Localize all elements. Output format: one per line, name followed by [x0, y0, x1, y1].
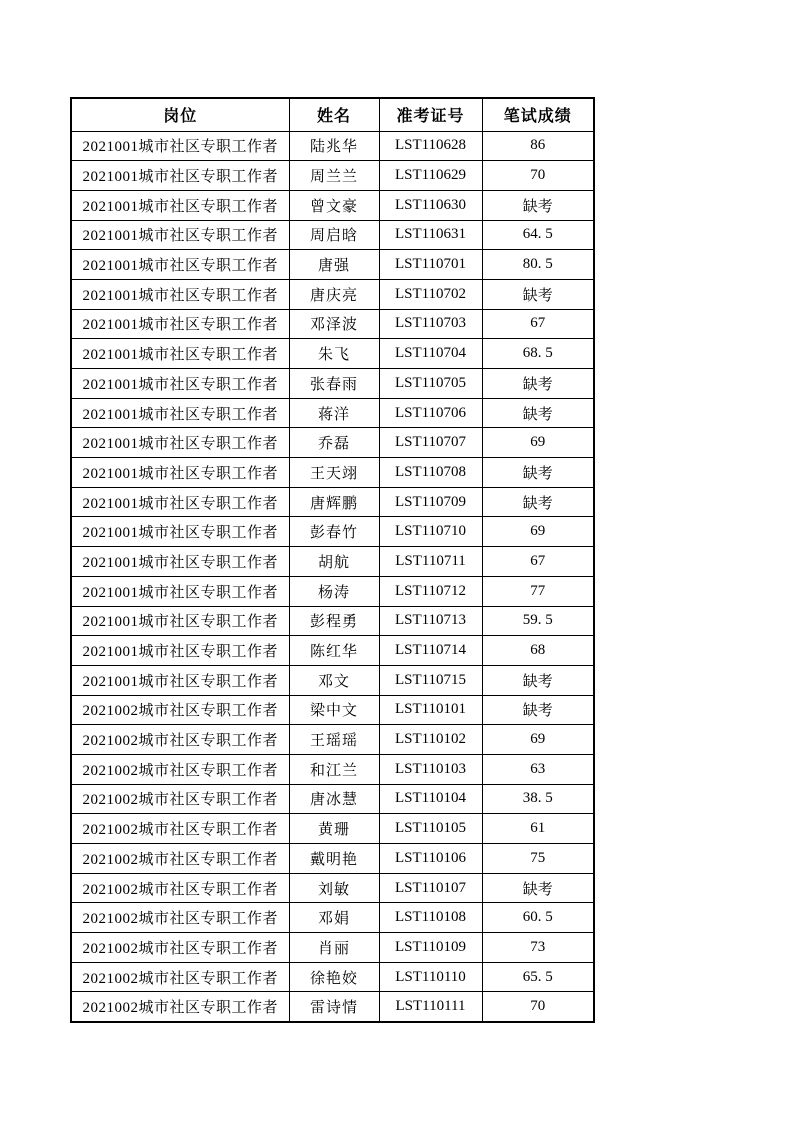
cell-score: 缺考	[482, 665, 594, 695]
cell-score: 38. 5	[482, 784, 594, 814]
table-row	[71, 665, 594, 695]
cell-name: 陈红华	[289, 636, 379, 666]
table-row	[71, 962, 594, 992]
cell-name: 雷诗情	[289, 992, 379, 1022]
cell-name: 张春雨	[289, 369, 379, 399]
cell-name: 乔磊	[289, 428, 379, 458]
cell-name: 和江兰	[289, 754, 379, 784]
cell-score: 缺考	[482, 695, 594, 725]
cell-name: 唐庆亮	[289, 279, 379, 309]
document-sheet	[70, 97, 595, 1023]
cell-exam-id: LST110103	[379, 754, 482, 784]
cell-score: 80. 5	[482, 250, 594, 280]
cell-exam-id: LST110708	[379, 458, 482, 488]
cell-position: 2021001城市社区专职工作者	[71, 398, 289, 428]
cell-score: 67	[482, 309, 594, 339]
cell-name: 陆兆华	[289, 131, 379, 161]
cell-score: 69	[482, 428, 594, 458]
table-row	[71, 369, 594, 399]
table-row	[71, 458, 594, 488]
cell-score: 63	[482, 754, 594, 784]
cell-position: 2021002城市社区专职工作者	[71, 844, 289, 874]
table-row	[71, 606, 594, 636]
cell-position: 2021001城市社区专职工作者	[71, 547, 289, 577]
cell-exam-id: LST110713	[379, 606, 482, 636]
cell-name: 邓文	[289, 665, 379, 695]
cell-exam-id: LST110702	[379, 279, 482, 309]
cell-position: 2021001城市社区专职工作者	[71, 487, 289, 517]
cell-exam-id: LST110107	[379, 873, 482, 903]
cell-exam-id: LST110703	[379, 309, 482, 339]
cell-position: 2021001城市社区专职工作者	[71, 161, 289, 191]
cell-name: 胡航	[289, 547, 379, 577]
cell-exam-id: LST110711	[379, 547, 482, 577]
table-row	[71, 814, 594, 844]
cell-name: 朱飞	[289, 339, 379, 369]
cell-score: 60. 5	[482, 903, 594, 933]
cell-name: 肖丽	[289, 933, 379, 963]
table-row	[71, 992, 594, 1022]
cell-position: 2021001城市社区专职工作者	[71, 665, 289, 695]
cell-score: 缺考	[482, 369, 594, 399]
cell-position: 2021002城市社区专职工作者	[71, 873, 289, 903]
results-table-head	[71, 98, 594, 131]
cell-position: 2021001城市社区专职工作者	[71, 369, 289, 399]
cell-exam-id: LST110709	[379, 487, 482, 517]
cell-score: 70	[482, 161, 594, 191]
table-row	[71, 250, 594, 280]
cell-exam-id: LST110629	[379, 161, 482, 191]
table-row	[71, 873, 594, 903]
cell-position: 2021001城市社区专职工作者	[71, 339, 289, 369]
cell-score: 75	[482, 844, 594, 874]
cell-exam-id: LST110714	[379, 636, 482, 666]
cell-score: 68	[482, 636, 594, 666]
cell-position: 2021001城市社区专职工作者	[71, 250, 289, 280]
cell-name: 王天翊	[289, 458, 379, 488]
column-header-score: 笔试成绩	[482, 98, 594, 131]
cell-position: 2021001城市社区专职工作者	[71, 279, 289, 309]
cell-exam-id: LST110707	[379, 428, 482, 458]
cell-name: 彭春竹	[289, 517, 379, 547]
cell-score: 缺考	[482, 458, 594, 488]
table-row	[71, 190, 594, 220]
cell-exam-id: LST110715	[379, 665, 482, 695]
results-table-body	[71, 131, 594, 1022]
table-row	[71, 725, 594, 755]
cell-position: 2021002城市社区专职工作者	[71, 903, 289, 933]
table-row	[71, 636, 594, 666]
cell-position: 2021001城市社区专职工作者	[71, 576, 289, 606]
cell-score: 73	[482, 933, 594, 963]
cell-exam-id: LST110631	[379, 220, 482, 250]
cell-exam-id: LST110111	[379, 992, 482, 1022]
table-row	[71, 339, 594, 369]
cell-name: 周兰兰	[289, 161, 379, 191]
cell-name: 邓娟	[289, 903, 379, 933]
cell-name: 唐辉鹏	[289, 487, 379, 517]
table-row	[71, 903, 594, 933]
cell-name: 黄珊	[289, 814, 379, 844]
cell-score: 77	[482, 576, 594, 606]
table-row	[71, 933, 594, 963]
cell-position: 2021002城市社区专职工作者	[71, 962, 289, 992]
cell-score: 缺考	[482, 190, 594, 220]
results-table	[70, 97, 595, 1023]
cell-name: 周启晗	[289, 220, 379, 250]
cell-score: 缺考	[482, 398, 594, 428]
cell-score: 59. 5	[482, 606, 594, 636]
cell-exam-id: LST110710	[379, 517, 482, 547]
table-row	[71, 131, 594, 161]
cell-score: 69	[482, 725, 594, 755]
cell-score: 缺考	[482, 487, 594, 517]
cell-position: 2021002城市社区专职工作者	[71, 695, 289, 725]
cell-exam-id: LST110712	[379, 576, 482, 606]
cell-score: 缺考	[482, 279, 594, 309]
cell-score: 86	[482, 131, 594, 161]
cell-position: 2021001城市社区专职工作者	[71, 220, 289, 250]
cell-score: 61	[482, 814, 594, 844]
cell-position: 2021002城市社区专职工作者	[71, 814, 289, 844]
cell-name: 戴明艳	[289, 844, 379, 874]
cell-position: 2021001城市社区专职工作者	[71, 190, 289, 220]
table-row	[71, 428, 594, 458]
table-row	[71, 279, 594, 309]
table-row	[71, 220, 594, 250]
table-row	[71, 547, 594, 577]
table-row	[71, 784, 594, 814]
cell-exam-id: LST110630	[379, 190, 482, 220]
cell-exam-id: LST110106	[379, 844, 482, 874]
cell-score: 70	[482, 992, 594, 1022]
cell-name: 蒋洋	[289, 398, 379, 428]
cell-name: 王瑶瑶	[289, 725, 379, 755]
cell-score: 65. 5	[482, 962, 594, 992]
cell-exam-id: LST110706	[379, 398, 482, 428]
column-header-exam-id: 准考证号	[379, 98, 482, 131]
cell-exam-id: LST110105	[379, 814, 482, 844]
cell-score: 缺考	[482, 873, 594, 903]
cell-score: 69	[482, 517, 594, 547]
cell-exam-id: LST110704	[379, 339, 482, 369]
cell-position: 2021002城市社区专职工作者	[71, 784, 289, 814]
table-row	[71, 161, 594, 191]
table-row	[71, 517, 594, 547]
cell-name: 邓泽波	[289, 309, 379, 339]
cell-score: 67	[482, 547, 594, 577]
table-row	[71, 754, 594, 784]
cell-position: 2021001城市社区专职工作者	[71, 517, 289, 547]
cell-position: 2021001城市社区专职工作者	[71, 428, 289, 458]
cell-exam-id: LST110108	[379, 903, 482, 933]
cell-name: 唐冰慧	[289, 784, 379, 814]
column-header-name: 姓名	[289, 98, 379, 131]
cell-position: 2021002城市社区专职工作者	[71, 933, 289, 963]
cell-name: 徐艳姣	[289, 962, 379, 992]
table-row	[71, 487, 594, 517]
cell-name: 曾文豪	[289, 190, 379, 220]
cell-position: 2021002城市社区专职工作者	[71, 992, 289, 1022]
cell-position: 2021001城市社区专职工作者	[71, 606, 289, 636]
cell-position: 2021002城市社区专职工作者	[71, 754, 289, 784]
cell-position: 2021001城市社区专职工作者	[71, 131, 289, 161]
cell-position: 2021001城市社区专职工作者	[71, 309, 289, 339]
cell-score: 64. 5	[482, 220, 594, 250]
table-row	[71, 576, 594, 606]
cell-exam-id: LST110104	[379, 784, 482, 814]
table-row	[71, 309, 594, 339]
cell-name: 彭程勇	[289, 606, 379, 636]
cell-name: 唐强	[289, 250, 379, 280]
cell-exam-id: LST110109	[379, 933, 482, 963]
cell-exam-id: LST110628	[379, 131, 482, 161]
cell-position: 2021002城市社区专职工作者	[71, 725, 289, 755]
cell-exam-id: LST110102	[379, 725, 482, 755]
cell-position: 2021001城市社区专职工作者	[71, 458, 289, 488]
cell-exam-id: LST110701	[379, 250, 482, 280]
cell-name: 刘敏	[289, 873, 379, 903]
header-row	[71, 98, 594, 131]
cell-name: 杨涛	[289, 576, 379, 606]
cell-exam-id: LST110101	[379, 695, 482, 725]
cell-position: 2021001城市社区专职工作者	[71, 636, 289, 666]
table-row	[71, 695, 594, 725]
column-header-position: 岗位	[71, 98, 289, 131]
cell-exam-id: LST110705	[379, 369, 482, 399]
cell-name: 梁中文	[289, 695, 379, 725]
cell-score: 68. 5	[482, 339, 594, 369]
table-row	[71, 844, 594, 874]
cell-exam-id: LST110110	[379, 962, 482, 992]
table-row	[71, 398, 594, 428]
